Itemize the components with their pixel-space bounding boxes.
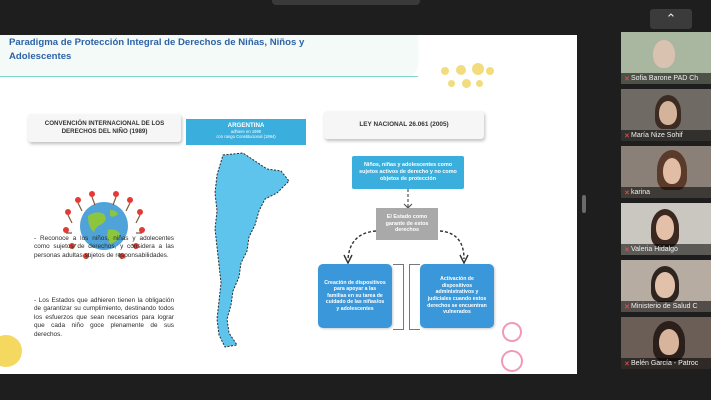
decorative-circles — [0, 35, 577, 374]
top-drag-pill[interactable] — [272, 0, 420, 5]
participant-name: Sofia Barone PAD Ch — [631, 75, 699, 82]
muted-mic-icon: ✕ — [624, 247, 630, 254]
slide-title: Paradigma de Protección Integral de Derechos de Niñas, Niños y Adolescentes — [9, 37, 305, 62]
activacion-text: Activación de dispositivos administrativos y judiciales cuando estos derechos se encuentran vulnerados — [427, 276, 487, 316]
participant-tile[interactable] — [621, 146, 711, 198]
muted-mic-icon: ✕ — [624, 190, 630, 197]
muted-mic-icon: ✕ — [624, 76, 630, 83]
participant-name: karina — [631, 189, 651, 196]
meeting-top-bar — [0, 0, 711, 32]
participant-tile[interactable] — [621, 203, 711, 255]
estado-text: El Estado como garante de estos derechos — [385, 213, 429, 234]
ley-title: LEY NACIONAL 26.061 (2005) — [359, 121, 449, 128]
convencion-paragraph-1: - Reconoce a los niños, niñas y adolecentes como sujetos de derechos, y considera a las personas adultas sujetos de responsabilidades. — [34, 235, 174, 259]
chevron-up-icon: ⌃ — [665, 11, 677, 26]
muted-mic-icon: ✕ — [624, 304, 630, 311]
participant-video — [659, 329, 679, 355]
argentina-subtitle-1: adhiere en 1990 — [230, 129, 262, 134]
participant-video — [653, 40, 675, 68]
participant-tile[interactable] — [621, 260, 711, 312]
participant-tile[interactable] — [621, 89, 711, 141]
participant-tile[interactable] — [621, 317, 711, 369]
argentina-title: ARGENTINA — [227, 122, 265, 129]
participant-name: Valeria Hidalgo — [631, 246, 678, 253]
convencion-paragraph-2: - Los Estados que adhieren tienen la obligación de garantizar su cumplimiento, destinando todos los esfuerzos que sean necesarios para lograr que cada niño goce plenamente de sus derechos. — [34, 297, 174, 338]
muted-mic-icon: ✕ — [624, 361, 630, 368]
participant-video — [659, 101, 677, 125]
panel-resize-handle[interactable] — [582, 195, 586, 213]
collapse-gallery-button[interactable] — [650, 9, 692, 29]
muted-mic-icon: ✕ — [624, 133, 630, 140]
participant-name: María Nize Sohif — [631, 132, 683, 139]
participant-tile[interactable] — [621, 32, 711, 84]
participant-video — [656, 215, 674, 240]
participant-name: Ministerio de Salud C — [631, 303, 698, 310]
ninos-text: Niños, niñas y adolescentes como sujetos activos de derecho y no como objetos de protección — [359, 162, 457, 182]
participant-video — [663, 158, 681, 184]
dispositivos-text: Creación de dispositivos para apoyar a las familias en su tarea de cuidado de las niñas/os y adolescentes — [324, 279, 386, 312]
participant-name: Belén García - Patroc — [631, 360, 699, 367]
argentina-subtitle-2: con rango Constitucional (1994) — [216, 134, 276, 140]
shared-screen-slide — [0, 35, 577, 374]
participant-video — [655, 272, 675, 298]
convencion-title: CONVENCIÓN INTERNACIONAL DE LOS DERECHOS DEL NIÑO (1989) — [44, 120, 165, 135]
